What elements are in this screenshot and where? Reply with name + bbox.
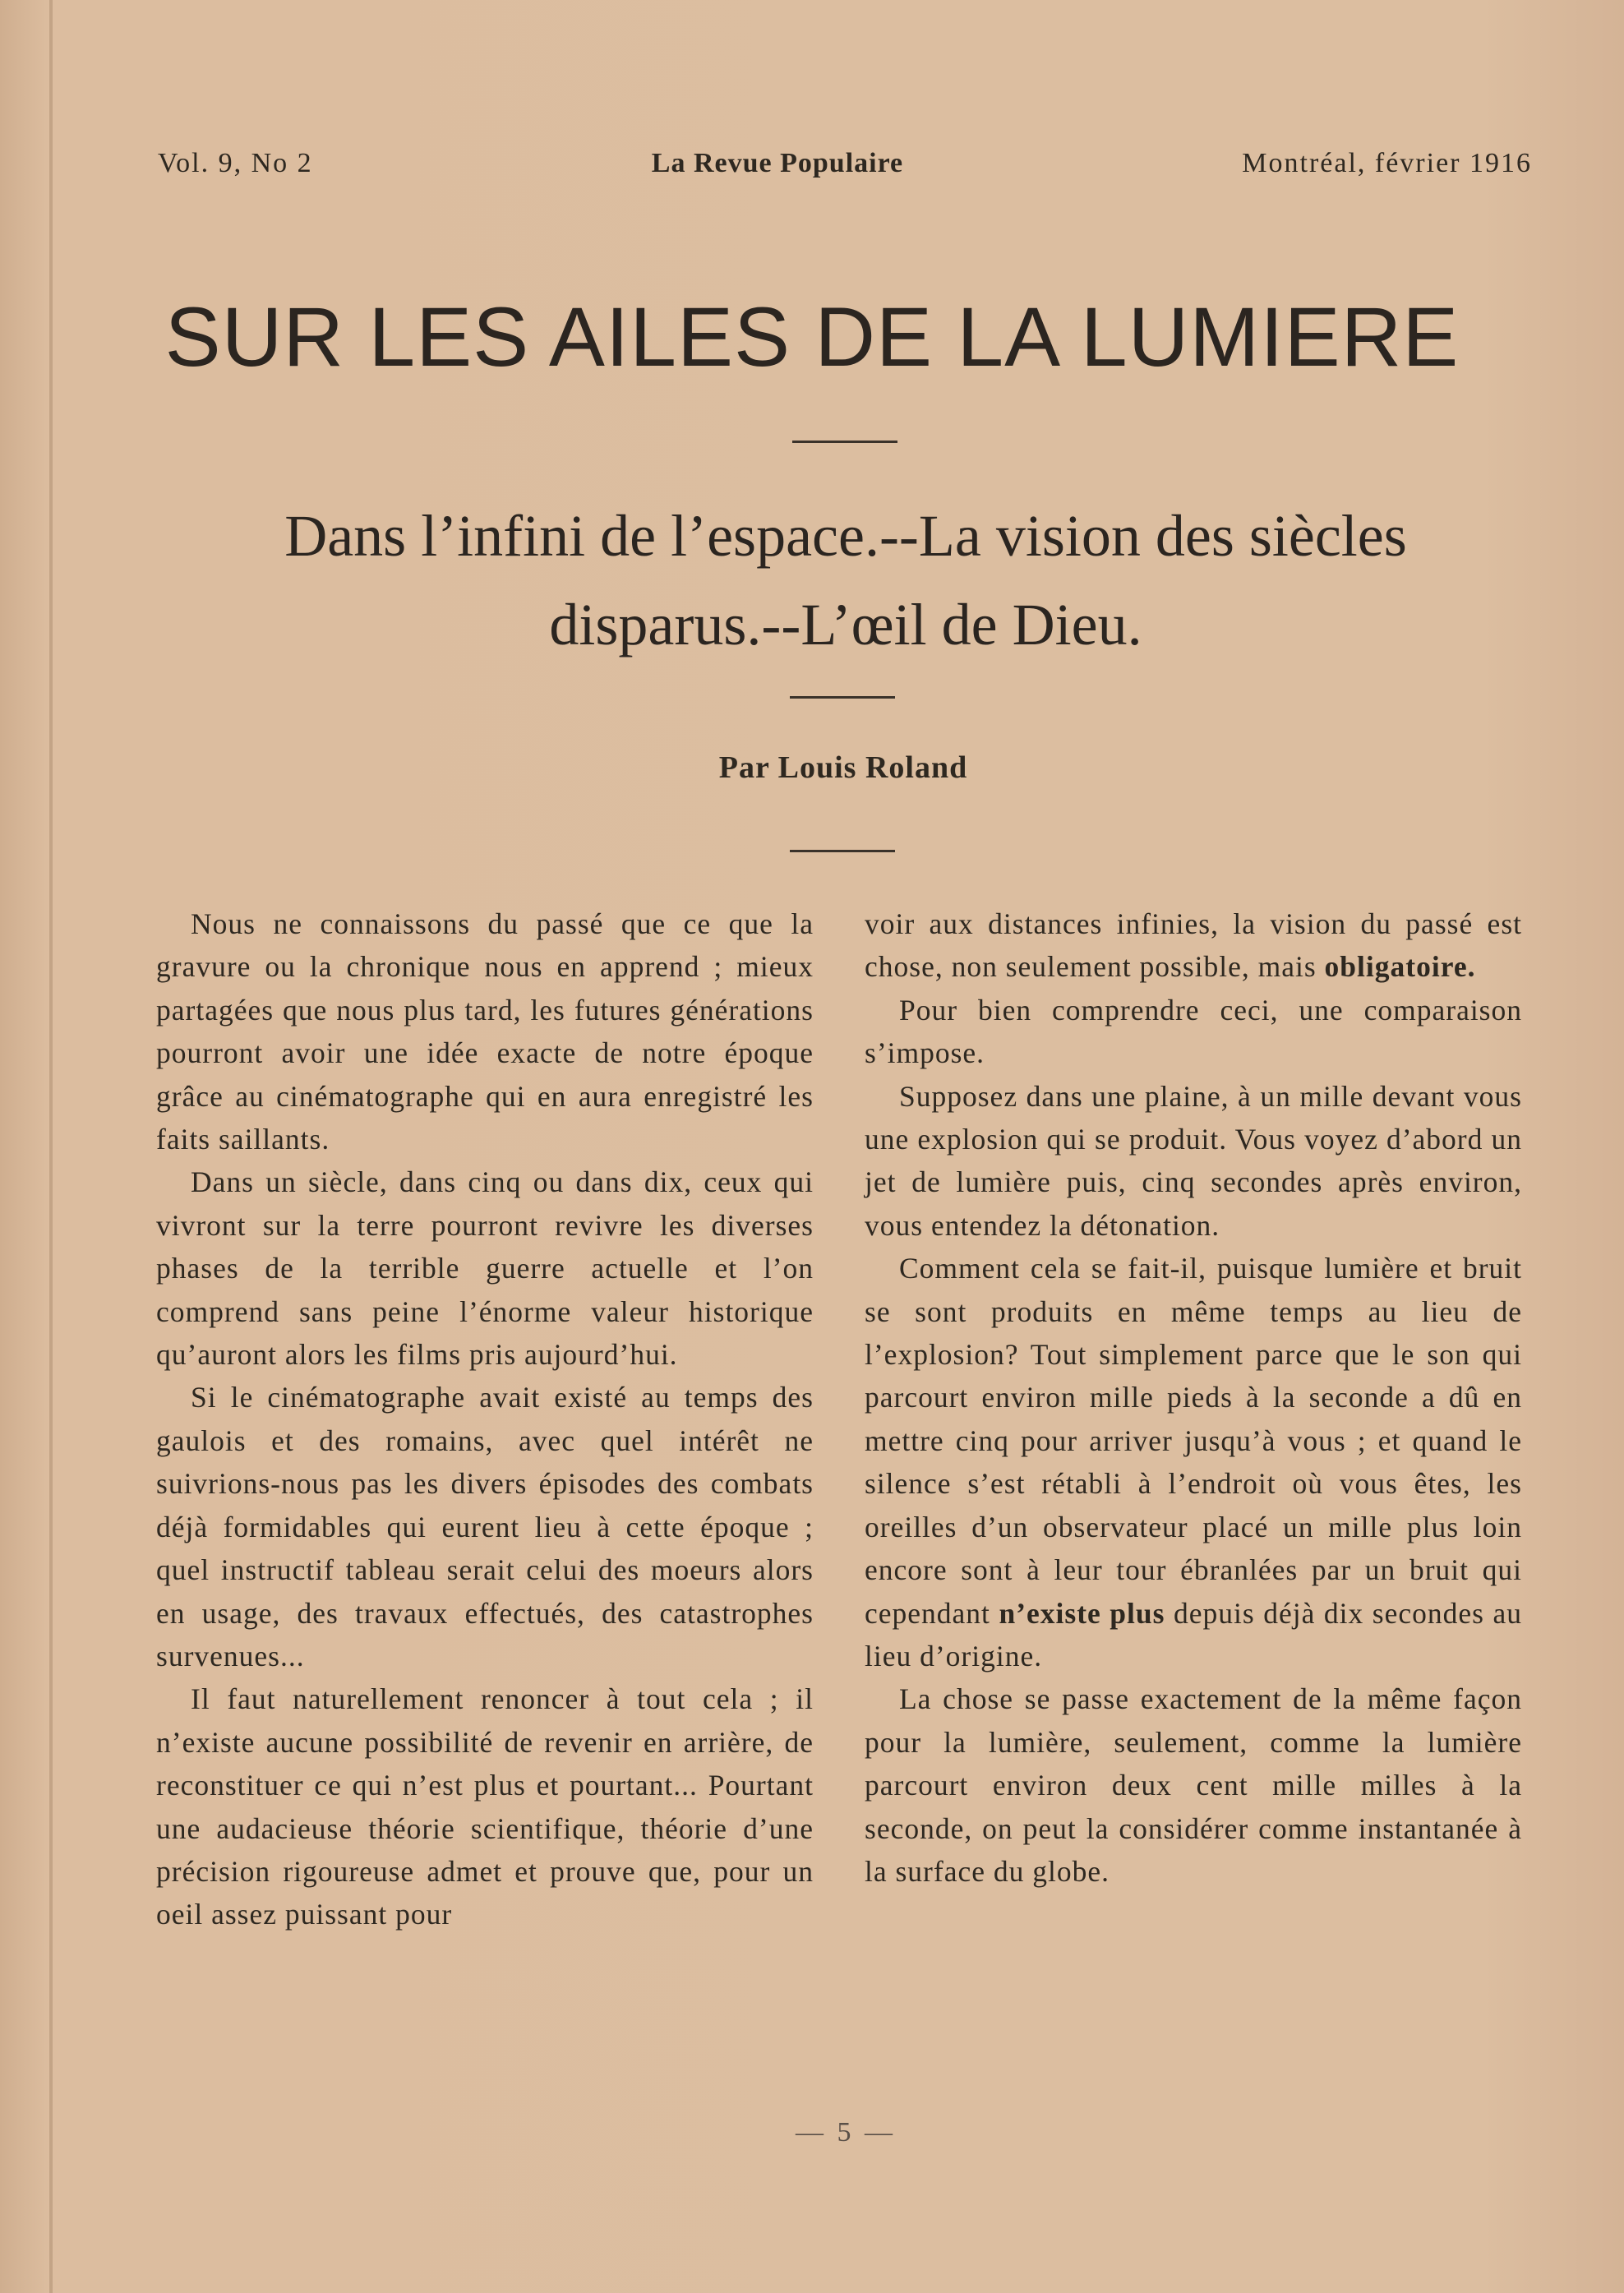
divider-rule bbox=[790, 696, 895, 699]
subtitle-line: disparus.--L’œil de Dieu. bbox=[549, 592, 1142, 657]
text-column-left bbox=[156, 902, 814, 1936]
paragraph-text: depuis déjà dix secondes au lieu d’origine. bbox=[865, 1596, 1523, 1672]
volume-number: Vol. 9, No 2 bbox=[158, 148, 313, 178]
paragraph: La chose se passe exactement de la même façon pour la lumière, seulement, comme la lumière parcourt environ deux cent mille milles à la seconde, on peut la considérer comme instantanée à la surface du globe. bbox=[865, 1682, 1522, 1888]
paragraph-text: voir aux distances infinies, la vision du passé est chose, non seulement possible, mais bbox=[865, 907, 1522, 984]
running-header bbox=[158, 148, 1532, 179]
paragraph: Supposez dans une plaine, à un mille devant vous une explosion qui se produit. Vous voyez d’abord un jet de lumière puis, cinq secondes après environ, vous entendez la détonation. bbox=[865, 1079, 1522, 1242]
paragraph: Il faut naturellement renoncer à tout cela ; il n’existe aucune possibilité de revenir en arrière, de reconstituer ce qui n’est plus et pourtant... Pourtant une audacieuse théorie scientifique, théorie d’une précision rigoureuse admet et prouve que, pour un oeil assez puissant pour bbox=[156, 1682, 814, 1931]
paragraph bbox=[865, 1247, 1522, 1677]
paragraph: Si le cinématographe avait existé au temps des gaulois et des romains, avec quel intérêt ne suivrions-nous pas les divers épisodes des combats déjà formidables qui eurent lieu à cette époque ; quel instructif tableau serait celui des moeurs alors en usage, des travaux effectués, des catastrophes survenues... bbox=[156, 1381, 814, 1672]
place-date: Montréal, février 1916 bbox=[1242, 148, 1532, 178]
byline: Par Louis Roland bbox=[718, 750, 968, 785]
paragraph-text: Comment cela se fait-il, puisque lumière et bruit se sont produits en même temps au lieu de l’explosion? Tout simplement parce que le son qui parcourt environ mille pieds à la seconde a dû en mettre cinq pour arriver jusqu’à vous ; et quand le silence s’est rétabli à l’endroit où vous êtes, les oreilles d’un observateur placé un mille plus loin encore sont à leur tour ébranlées par un bruit qui cependant bbox=[865, 1252, 1522, 1630]
subtitle-line: Dans l’infini de l’espace.--La vision des siècles bbox=[284, 503, 1407, 569]
paragraph: Nous ne connaissons du passé que ce que la gravure ou la chronique nous en apprend ; mieux partagées que nous plus tard, les futures générations pourront avoir une idée exacte de notre époque grâce au cinématographe qui en aura enregistré les faits saillants. bbox=[156, 907, 814, 1156]
article-title: SUR LES AILES DE LA LUMIERE bbox=[164, 290, 1460, 384]
divider-rule bbox=[792, 441, 897, 443]
page-number: — 5 — bbox=[796, 2117, 896, 2148]
divider-rule bbox=[790, 850, 895, 852]
paragraph: Pour bien comprendre ceci, une comparaison s’impose. bbox=[865, 993, 1522, 1070]
paragraph: Dans un siècle, dans cinq ou dans dix, ceux qui vivront sur la terre pourront revivre les diverses phases de la terrible guerre actuelle et l’on comprend sans peine l’énorme valeur historique qu’auront alors les films pris aujourd’hui. bbox=[156, 1165, 814, 1372]
paragraph-continued bbox=[865, 902, 1522, 989]
journal-name: La Revue Populaire bbox=[651, 148, 904, 178]
article-subtitle bbox=[0, 491, 1624, 669]
emphasis-text: obligatoire. bbox=[1324, 950, 1476, 984]
emphasis-text: n’existe plus bbox=[999, 1596, 1165, 1630]
text-column-right bbox=[865, 902, 1522, 1893]
